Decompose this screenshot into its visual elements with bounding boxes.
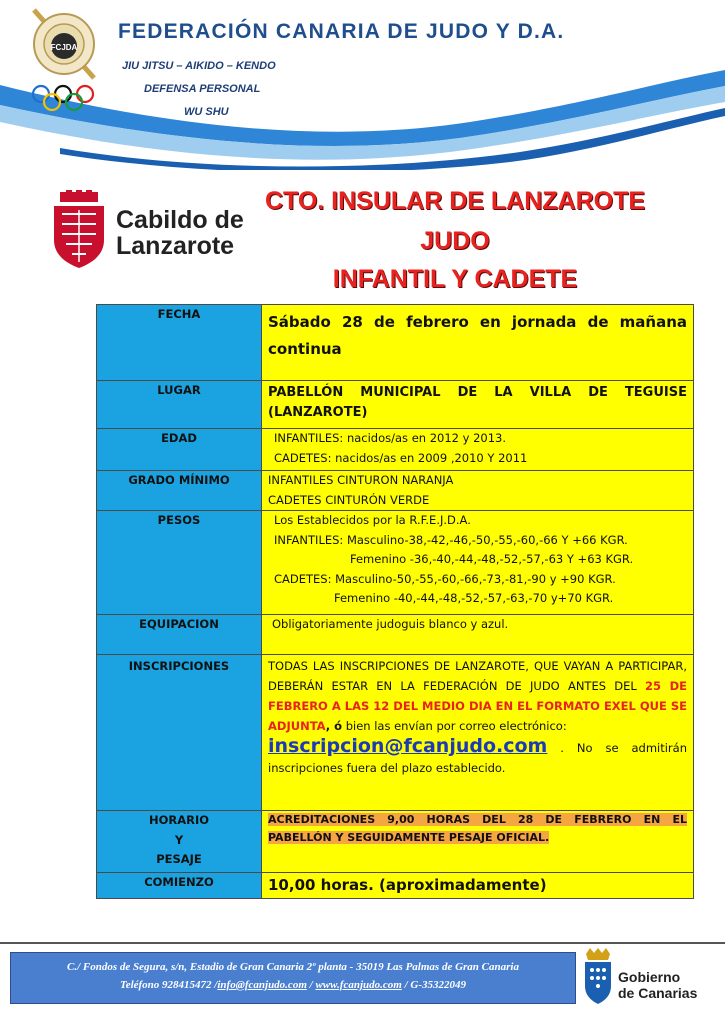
label-inscripciones: INSCRIPCIONES bbox=[97, 655, 262, 811]
row-inscripciones bbox=[97, 655, 694, 811]
event-title-line-1: CTO. INSULAR DE LANZAROTE bbox=[264, 187, 646, 215]
email-link[interactable]: inscripcion@fcanjudo.com bbox=[268, 735, 548, 757]
disciplines-line-3: WU SHU bbox=[184, 106, 229, 118]
label-equipacion: EQUIPACION bbox=[97, 615, 262, 655]
gobierno-crest-icon bbox=[582, 948, 614, 1004]
disciplines-line-1: JIU JITSU – AIKIDO – KENDO bbox=[122, 60, 276, 72]
label-lugar: LUGAR bbox=[97, 381, 262, 429]
value-inscripciones bbox=[262, 655, 694, 811]
value-lugar bbox=[262, 381, 694, 429]
pesos-line-5: Femenino -40,-44,-48,-52,-57,-63,-70 y+70 KGR. bbox=[334, 591, 614, 605]
value-equipacion bbox=[262, 615, 694, 655]
footer-web-link[interactable]: www.fcanjudo.com bbox=[315, 979, 402, 991]
inscripciones-text bbox=[268, 655, 687, 778]
pesos-line-4: CADETES: Masculino-50,-55,-60,-66,-73,-81,-90 y +90 KGR. bbox=[274, 571, 616, 586]
info-table bbox=[96, 304, 694, 899]
pesos-line-2: INFANTILES: Masculino-38,-42,-46,-50,-55,-60,-66 Y +66 KGR. bbox=[274, 532, 628, 547]
event-title-line-3: INFANTIL Y CADETE bbox=[332, 265, 578, 293]
grado-line-2: CADETES CINTURÓN VERDE bbox=[268, 492, 430, 507]
edad-line-2: CADETES: nacidos/as en 2009 ,2010 Y 2011 bbox=[274, 450, 528, 465]
lugar-text: PABELLÓN MUNICIPAL DE LA VILLA DE TEGUISE (LANZAROTE) bbox=[268, 385, 687, 420]
footer-cif: / G-35322049 bbox=[401, 979, 466, 991]
gobierno-line-1: Gobierno bbox=[618, 969, 681, 985]
pesos-line-3: Femenino -36,-40,-44,-48,-52,-57,-63 Y +63 KGR. bbox=[350, 552, 634, 566]
row-horario bbox=[97, 811, 694, 873]
footer-address: C./ Fondos de Segura, s/n, Estadio de Gran Canaria 2º planta - 35019 Las Palmas de Gran Canaria bbox=[67, 961, 519, 973]
row-pesos bbox=[97, 511, 694, 615]
letterhead bbox=[0, 0, 725, 170]
cabildo-line-2: Lanzarote bbox=[116, 232, 235, 260]
footer-address-box bbox=[10, 952, 576, 1004]
value-comienzo bbox=[262, 873, 694, 899]
event-title-line-2: JUDO bbox=[420, 227, 490, 255]
row-equipacion bbox=[97, 615, 694, 655]
value-edad bbox=[262, 429, 694, 471]
inscripciones-text-1: TODAS LAS INSCRIPCIONES DE LANZAROTE, QUE VAYAN A PARTICIPAR, DEBERÁN ESTAR EN LA FEDERACIÓN DE JUDO ANTES DEL bbox=[268, 659, 687, 693]
value-grado bbox=[262, 471, 694, 511]
row-lugar bbox=[97, 381, 694, 429]
cabildo-logo bbox=[52, 190, 252, 270]
label-comienzo: COMIENZO bbox=[97, 873, 262, 899]
olympic-rings bbox=[30, 84, 96, 112]
value-horario bbox=[262, 811, 694, 873]
footer-email-link[interactable]: info@fcanjudo.com bbox=[217, 979, 307, 991]
label-horario-2: Y bbox=[174, 832, 184, 847]
gobierno-line-2: de Canarias bbox=[618, 985, 698, 1001]
fcjda-logo bbox=[28, 8, 98, 80]
row-fecha bbox=[97, 305, 694, 381]
cabildo-shield-icon bbox=[52, 190, 106, 268]
federation-title: FEDERACIÓN CANARIA DE JUDO Y D.A. bbox=[118, 20, 565, 43]
gobierno-logo bbox=[580, 946, 720, 1016]
fecha-text: Sábado 28 de febrero en jornada de mañana continua bbox=[268, 313, 687, 358]
comienzo-text: 10,00 horas. (aproximadamente) bbox=[268, 876, 547, 894]
value-pesos bbox=[262, 511, 694, 615]
equipacion-text: Obligatoriamente judoguis blanco y azul. bbox=[272, 617, 509, 631]
footer-contact bbox=[11, 979, 575, 991]
disciplines-line-2: DEFENSA PERSONAL bbox=[144, 83, 261, 95]
label-horario bbox=[97, 811, 262, 873]
label-fecha: FECHA bbox=[97, 305, 262, 381]
grado-line-1: INFANTILES CINTURON NARANJA bbox=[268, 473, 454, 487]
inscripciones-text-2: bien las envían por correo electrónico: bbox=[342, 719, 567, 733]
edad-line-1: INFANTILES: nacidos/as en 2012 y 2013. bbox=[274, 431, 507, 445]
value-fecha bbox=[262, 305, 694, 381]
pesos-line-1: Los Establecidos por la R.F.E.J.D.A. bbox=[274, 513, 471, 527]
label-grado: GRADO MÍNIMO bbox=[97, 471, 262, 511]
logo-text: FCJDA bbox=[50, 43, 78, 52]
footer-divider bbox=[0, 942, 725, 944]
footer-phone: Teléfono 928415472 / bbox=[119, 979, 218, 991]
row-grado bbox=[97, 471, 694, 511]
inscripciones-deadline: 25 DE FEBRERO A LAS 12 DEL MEDIO DIA EN EL FORMATO EXEL QUE SE ADJUNTA bbox=[268, 679, 687, 733]
label-edad: EDAD bbox=[97, 429, 262, 471]
wave-decoration bbox=[0, 60, 725, 170]
inscripciones-o: , ó bbox=[325, 719, 343, 733]
horario-text: ACREDITACIONES 9,00 HORAS DEL 28 DE FEBRERO EN EL PABELLÓN Y SEGUIDAMENTE PESAJE OFICIAL. bbox=[268, 813, 687, 844]
inscripciones-text-3: . No se admitirán inscripciones fuera del plazo establecido. bbox=[268, 741, 687, 775]
label-horario-3: PESAJE bbox=[156, 852, 202, 866]
label-horario-1: HORARIO bbox=[148, 813, 210, 827]
row-comienzo bbox=[97, 873, 694, 899]
footer-sep: / bbox=[306, 979, 316, 991]
label-pesos: PESOS bbox=[97, 511, 262, 615]
cabildo-line-1: Cabildo de bbox=[116, 206, 244, 234]
row-edad bbox=[97, 429, 694, 471]
